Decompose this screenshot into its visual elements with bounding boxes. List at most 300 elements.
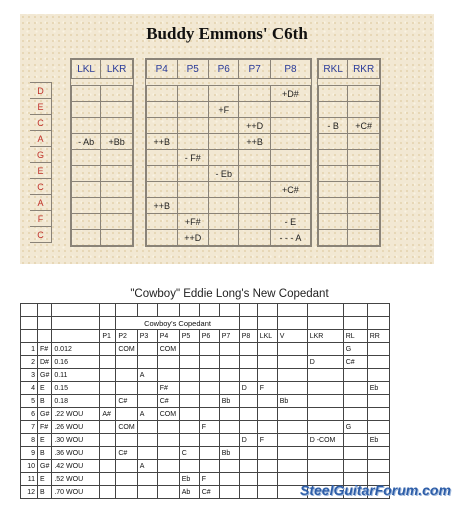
change-cell [348, 198, 380, 214]
string-row [319, 166, 380, 182]
string-note: G# [38, 369, 52, 382]
change-cell [319, 102, 348, 118]
change-cell [147, 214, 178, 230]
column-header: P5 [179, 330, 199, 343]
change-cell [208, 214, 239, 230]
change-cell [239, 166, 270, 182]
change-cell [157, 434, 179, 447]
change-cell: - B [319, 118, 348, 134]
table-row [21, 395, 390, 408]
change-cell: ++B [147, 198, 178, 214]
string-row [319, 230, 380, 246]
change-cell [179, 343, 199, 356]
change-cell [219, 382, 239, 395]
change-cell [319, 230, 348, 246]
change-cell: D -COM [307, 434, 343, 447]
change-cell [257, 460, 277, 473]
change-cell [239, 395, 257, 408]
change-cell [147, 118, 178, 134]
change-cell [277, 369, 307, 382]
change-cell: - F# [177, 150, 208, 166]
sheet-subtitle: Cowboy's Copedant [116, 317, 239, 330]
string-row [72, 166, 133, 182]
change-cell [137, 421, 157, 434]
column-header: V [277, 330, 307, 343]
change-cell [177, 198, 208, 214]
change-cell [219, 486, 239, 499]
column-header-lkr: LKR [101, 60, 133, 79]
change-cell [367, 395, 389, 408]
change-cell [199, 434, 219, 447]
change-cell: COM [157, 343, 179, 356]
change-cell [257, 343, 277, 356]
string-note: B [38, 447, 52, 460]
empty-cell [52, 317, 100, 330]
change-cell [343, 395, 367, 408]
site-watermark: SteelGuitarForum.com [300, 482, 451, 498]
change-cell [239, 198, 270, 214]
change-cell [137, 343, 157, 356]
empty-cell [100, 317, 116, 330]
change-cell [147, 230, 178, 246]
change-cell [307, 395, 343, 408]
change-cell [157, 473, 179, 486]
table-row [21, 382, 390, 395]
change-cell [239, 460, 257, 473]
pedals-grid [145, 58, 312, 247]
change-cell [101, 86, 133, 102]
string-row [147, 150, 311, 166]
change-cell: - - - A [270, 230, 310, 246]
empty-cell [257, 317, 277, 330]
change-cell [367, 421, 389, 434]
string-number: 5 [21, 395, 38, 408]
change-cell [270, 118, 310, 134]
change-cell [239, 214, 270, 230]
string-number: 4 [21, 382, 38, 395]
string-name-column [30, 58, 52, 243]
change-cell [239, 408, 257, 421]
change-cell [100, 473, 116, 486]
string-row [30, 115, 52, 131]
string-note: C [30, 115, 52, 131]
string-row [147, 86, 311, 102]
change-cell [257, 447, 277, 460]
empty-cell [116, 304, 137, 317]
string-row [72, 214, 133, 230]
string-row [319, 86, 380, 102]
change-cell [319, 150, 348, 166]
change-cell [72, 214, 101, 230]
change-cell [72, 102, 101, 118]
change-cell [307, 343, 343, 356]
change-cell: Eb [367, 434, 389, 447]
change-cell [157, 369, 179, 382]
string-row [72, 86, 133, 102]
change-cell [137, 447, 157, 460]
change-cell: A [137, 460, 157, 473]
string-number: 6 [21, 408, 38, 421]
change-cell [277, 382, 307, 395]
change-cell [179, 421, 199, 434]
change-cell [239, 369, 257, 382]
change-cell [348, 102, 380, 118]
change-cell [277, 460, 307, 473]
spacer-cell [208, 79, 239, 86]
empty-cell [343, 304, 367, 317]
string-note: E [38, 473, 52, 486]
string-number: 11 [21, 473, 38, 486]
change-cell [179, 382, 199, 395]
string-gauge: .30 WOU [52, 434, 100, 447]
string-note: A [30, 195, 52, 211]
change-cell [257, 408, 277, 421]
string-row [147, 230, 311, 246]
string-gauge: 0.18 [52, 395, 100, 408]
change-cell [257, 486, 277, 499]
string-row [147, 166, 311, 182]
string-number: 1 [21, 343, 38, 356]
empty-cell [239, 317, 257, 330]
change-cell [348, 166, 380, 182]
string-note: C [30, 179, 52, 195]
string-note: D [30, 83, 52, 99]
change-cell [100, 434, 116, 447]
spacer-cell [239, 79, 270, 86]
string-row [30, 163, 52, 179]
string-row [319, 150, 380, 166]
column-header: P6 [199, 330, 219, 343]
change-cell [348, 134, 380, 150]
change-cell: C# [343, 356, 367, 369]
change-cell [367, 447, 389, 460]
empty-cell [277, 317, 307, 330]
string-row [30, 227, 52, 243]
change-cell [239, 182, 270, 198]
change-cell [208, 118, 239, 134]
string-row [72, 150, 133, 166]
change-cell [257, 473, 277, 486]
change-cell [257, 421, 277, 434]
copedant-title: "Cowboy" Eddie Long's New Copedant [130, 288, 329, 300]
change-cell [199, 356, 219, 369]
column-header: P4 [157, 330, 179, 343]
change-cell [270, 150, 310, 166]
change-cell [147, 166, 178, 182]
change-cell: - Ab [72, 134, 101, 150]
change-cell [100, 343, 116, 356]
change-cell: A [137, 408, 157, 421]
change-cell [343, 382, 367, 395]
empty-cell [38, 304, 52, 317]
change-cell [219, 343, 239, 356]
change-cell [147, 150, 178, 166]
string-row [147, 182, 311, 198]
change-cell [319, 134, 348, 150]
string-number: 10 [21, 460, 38, 473]
change-cell [270, 134, 310, 150]
change-cell [270, 102, 310, 118]
change-cell: D [307, 356, 343, 369]
change-cell [367, 460, 389, 473]
change-cell: F [257, 434, 277, 447]
change-cell [101, 230, 133, 246]
string-row [72, 198, 133, 214]
string-note: G [30, 147, 52, 163]
change-cell: - Eb [208, 166, 239, 182]
column-header-p4: P4 [147, 60, 178, 79]
change-cell [343, 369, 367, 382]
change-cell [116, 434, 137, 447]
change-cell [319, 182, 348, 198]
change-cell [101, 182, 133, 198]
change-cell [147, 182, 178, 198]
spacer-cell [147, 79, 178, 86]
empty-cell [307, 304, 343, 317]
change-cell: D [239, 382, 257, 395]
change-cell: +Bb [101, 134, 133, 150]
change-cell: Bb [277, 395, 307, 408]
change-cell [348, 230, 380, 246]
change-cell [157, 447, 179, 460]
empty-cell [219, 304, 239, 317]
change-cell [179, 369, 199, 382]
change-cell: ++D [239, 118, 270, 134]
change-cell [72, 166, 101, 182]
column-header: P1 [100, 330, 116, 343]
change-cell [137, 434, 157, 447]
change-cell: +C# [348, 118, 380, 134]
change-cell [277, 447, 307, 460]
change-cell [348, 150, 380, 166]
string-note: E [30, 99, 52, 115]
change-cell [277, 434, 307, 447]
string-row [72, 230, 133, 246]
string-row [30, 147, 52, 163]
change-cell: G [343, 343, 367, 356]
column-header-p8: P8 [270, 60, 310, 79]
change-cell [367, 369, 389, 382]
string-row [319, 198, 380, 214]
change-cell [199, 395, 219, 408]
change-cell [116, 486, 137, 499]
string-note: A [30, 131, 52, 147]
string-row [319, 102, 380, 118]
change-cell [177, 86, 208, 102]
string-row [319, 182, 380, 198]
change-cell: +C# [270, 182, 310, 198]
spacer-cell [101, 79, 133, 86]
string-note: B [38, 395, 52, 408]
table-row [21, 408, 390, 421]
column-header: P7 [219, 330, 239, 343]
change-cell [137, 382, 157, 395]
column-header-p6: P6 [208, 60, 239, 79]
change-cell [307, 421, 343, 434]
string-note: G# [38, 408, 52, 421]
change-cell [100, 356, 116, 369]
change-cell: D [239, 434, 257, 447]
change-cell [101, 166, 133, 182]
change-cell: Bb [219, 395, 239, 408]
change-cell [100, 395, 116, 408]
change-cell [100, 486, 116, 499]
change-cell [239, 102, 270, 118]
change-cell [177, 102, 208, 118]
header-row [21, 330, 390, 343]
string-row [319, 118, 380, 134]
string-row [30, 211, 52, 227]
change-cell [72, 86, 101, 102]
string-note: B [38, 486, 52, 499]
change-cell [101, 102, 133, 118]
change-cell [199, 343, 219, 356]
empty-cell [367, 317, 389, 330]
change-cell [307, 369, 343, 382]
change-cell: +D# [270, 86, 310, 102]
string-row [147, 118, 311, 134]
change-cell [208, 134, 239, 150]
change-cell: ++B [239, 134, 270, 150]
change-cell [257, 395, 277, 408]
string-row [147, 214, 311, 230]
change-cell: Ab [179, 486, 199, 499]
string-gauge: .70 WOU [52, 486, 100, 499]
column-header: RL [343, 330, 367, 343]
string-row [30, 131, 52, 147]
change-cell [219, 421, 239, 434]
string-row [319, 214, 380, 230]
change-cell: F [199, 421, 219, 434]
spacer-cell [72, 79, 101, 86]
column-header [38, 330, 52, 343]
column-header [21, 330, 38, 343]
change-cell [307, 447, 343, 460]
change-cell [199, 447, 219, 460]
change-cell [277, 356, 307, 369]
change-cell [219, 460, 239, 473]
change-cell [277, 343, 307, 356]
string-row [30, 99, 52, 115]
change-cell [101, 214, 133, 230]
change-cell [177, 134, 208, 150]
change-cell: - E [270, 214, 310, 230]
change-cell [179, 460, 199, 473]
change-cell [307, 408, 343, 421]
change-cell: Eb [179, 473, 199, 486]
change-cell [307, 382, 343, 395]
change-cell [72, 230, 101, 246]
change-cell: COM [116, 343, 137, 356]
change-cell [116, 356, 137, 369]
change-cell [116, 473, 137, 486]
string-row [72, 102, 133, 118]
change-cell [239, 447, 257, 460]
change-cell [257, 369, 277, 382]
string-gauge: .36 WOU [52, 447, 100, 460]
change-cell [100, 447, 116, 460]
string-row [147, 198, 311, 214]
empty-cell [157, 304, 179, 317]
change-cell [208, 230, 239, 246]
string-row [30, 195, 52, 211]
string-row [72, 118, 133, 134]
table-row [21, 421, 390, 434]
change-cell [101, 150, 133, 166]
change-cell [219, 369, 239, 382]
change-cell [199, 460, 219, 473]
string-note: F [30, 211, 52, 227]
change-cell: F# [157, 382, 179, 395]
change-cell [137, 473, 157, 486]
change-cell [239, 343, 257, 356]
change-cell [101, 118, 133, 134]
change-cell [270, 166, 310, 182]
change-cell: C# [157, 395, 179, 408]
empty-cell [257, 304, 277, 317]
empty-cell [199, 304, 219, 317]
string-number: 7 [21, 421, 38, 434]
table-row [21, 434, 390, 447]
change-cell [319, 166, 348, 182]
table-row [21, 343, 390, 356]
string-row [72, 134, 133, 150]
change-cell [147, 86, 178, 102]
change-cell [319, 86, 348, 102]
change-cell: C [179, 447, 199, 460]
string-number: 2 [21, 356, 38, 369]
left-knee-levers-grid [70, 58, 134, 247]
empty-cell [367, 304, 389, 317]
string-row [72, 182, 133, 198]
change-cell: F [257, 382, 277, 395]
change-cell: +F# [177, 214, 208, 230]
change-cell [367, 343, 389, 356]
string-note: D# [38, 356, 52, 369]
change-cell [100, 421, 116, 434]
change-cell: F [199, 473, 219, 486]
change-cell [116, 382, 137, 395]
change-cell [219, 473, 239, 486]
string-gauge: .42 WOU [52, 460, 100, 473]
change-cell [116, 369, 137, 382]
string-row [319, 134, 380, 150]
change-cell [157, 486, 179, 499]
change-cell [257, 356, 277, 369]
change-cell [137, 356, 157, 369]
change-cell [157, 421, 179, 434]
change-cell [208, 150, 239, 166]
change-cell [179, 356, 199, 369]
string-row [147, 102, 311, 118]
change-cell [367, 356, 389, 369]
change-cell [177, 166, 208, 182]
column-header: LKR [307, 330, 343, 343]
spacer-cell [319, 79, 348, 86]
string-row [30, 83, 52, 99]
string-note: G# [38, 460, 52, 473]
string-gauge: 0.15 [52, 382, 100, 395]
string-note: E [38, 382, 52, 395]
string-number: 8 [21, 434, 38, 447]
column-header-p5: P5 [177, 60, 208, 79]
change-cell: Eb [367, 382, 389, 395]
change-cell [239, 86, 270, 102]
string-gauge: 0.11 [52, 369, 100, 382]
change-cell [319, 214, 348, 230]
change-cell [219, 356, 239, 369]
change-cell [343, 447, 367, 460]
